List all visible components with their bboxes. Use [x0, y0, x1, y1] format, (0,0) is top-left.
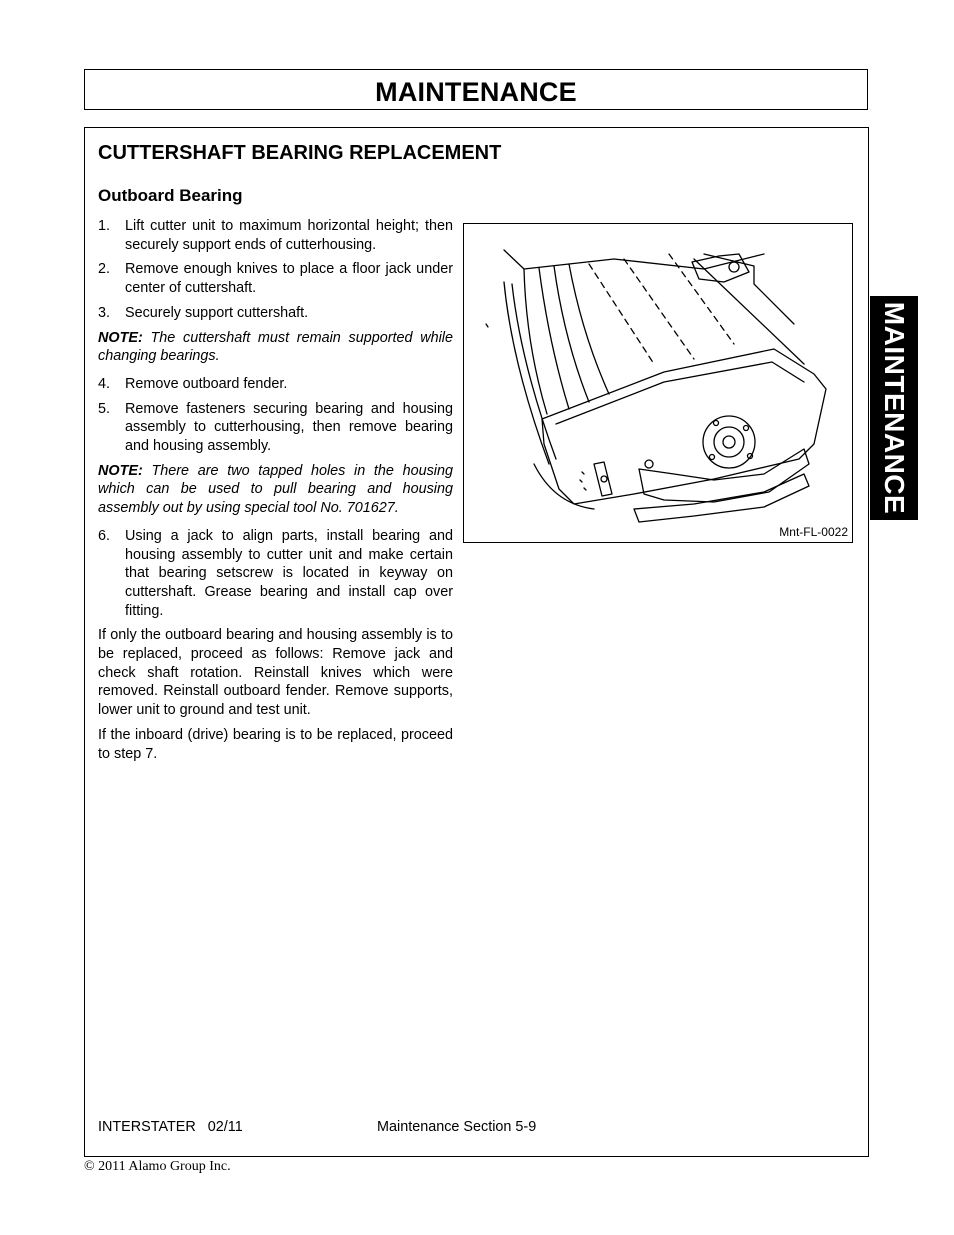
section-side-tab — [870, 296, 918, 520]
subsection-title: Outboard Bearing — [98, 186, 243, 205]
step-number: 2. — [98, 261, 111, 278]
step-number: 1. — [98, 218, 111, 234]
note-1 — [98, 329, 453, 366]
copyright-notice: © 2011 Alamo Group Inc. — [84, 1159, 231, 1174]
footer-section-page: Maintenance Section 5-9 — [377, 1119, 537, 1135]
step-number: 4. — [98, 375, 111, 392]
step-text: Remove fasteners securing bearing and housing assembly to cutterhousing, then remove bearing and housing assembly. — [125, 400, 453, 455]
step-text: Lift cutter unit to maximum horizontal height; then securely support ends of cutterhousing. — [125, 218, 453, 253]
step-number: 5. — [98, 400, 111, 417]
step-6 — [98, 527, 453, 621]
step-text: Remove enough knives to place a floor jack under center of cuttershaft. — [125, 261, 453, 297]
note-text: The cuttershaft must remain supported while changing bearings. — [98, 329, 454, 365]
step-text: Securely support cuttershaft. — [125, 304, 309, 321]
footer-model-date: INTERSTATER 02/11 — [98, 1119, 243, 1135]
figure-caption: Mnt-FL-0022 — [779, 525, 848, 539]
cutter-housing-illustration — [464, 224, 852, 542]
instructions-column — [98, 217, 453, 769]
page-header-box — [84, 69, 868, 110]
bearing-figure — [463, 223, 853, 543]
page-header-title: MAINTENANCE — [375, 77, 577, 107]
section-title: CUTTERSHAFT BEARING REPLACEMENT — [98, 142, 502, 164]
step-4 — [98, 375, 453, 394]
note-text: There are two tapped holes in the housing which can be used to pull bearing and housing assembly out by using special tool No. 701627. — [98, 462, 454, 517]
inboard-paragraph: If the inboard (drive) bearing is to be replaced, proceed to step 7. — [98, 726, 453, 762]
step-number: 6. — [98, 527, 111, 544]
step-1 — [98, 217, 453, 254]
step-2 — [98, 260, 453, 297]
step-text: Remove outboard fender. — [125, 375, 288, 392]
side-tab-label: MAINTENANCE — [879, 301, 910, 515]
step-number: 3. — [98, 304, 111, 321]
step-5 — [98, 400, 453, 456]
note-2 — [98, 462, 453, 518]
step-3 — [98, 304, 453, 323]
outboard-only-paragraph: If only the outboard bearing and housing assembly is to be replaced, proceed as follows: Remove jack and check shaft rotation. Reinstall knives which were removed. Reinstall outboard fender. Remove supports, lower unit to ground and test unit. — [98, 627, 453, 719]
note-label: NOTE: — [98, 329, 143, 346]
note-label: NOTE: — [98, 462, 143, 479]
step-text: Using a jack to align parts, install bearing and housing assembly to cutter unit and make certain that bearing setscrew is located in keyway on cuttershaft. Grease bearing and install cap over fitting. — [125, 527, 453, 619]
